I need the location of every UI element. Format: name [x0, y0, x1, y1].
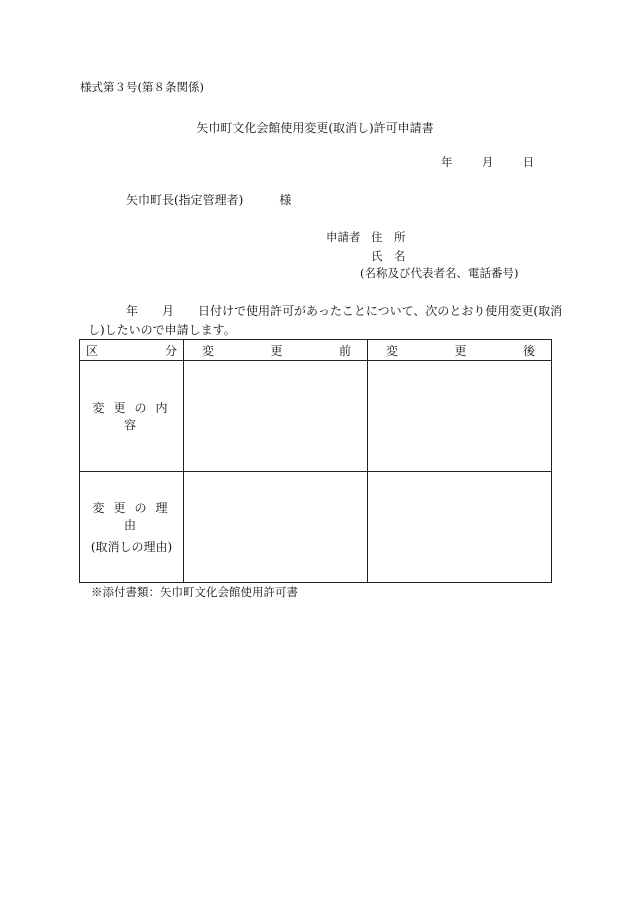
date-day: 日: [522, 155, 535, 169]
header-before-char3: 前: [338, 343, 351, 358]
addressee: [126, 194, 291, 206]
addressee-name: 矢巾町長(指定管理者): [126, 193, 244, 207]
table-row-reason: [80, 472, 552, 583]
date-month: 月: [481, 155, 494, 169]
header-category-char1: 区: [86, 343, 99, 358]
change-request-table: [79, 339, 552, 583]
header-before: [184, 340, 368, 361]
name-label: 氏 名: [371, 249, 406, 263]
table-row-content: [80, 361, 552, 472]
reason-label: 変更の理由: [92, 501, 177, 532]
header-after-char3: 後: [522, 343, 535, 358]
body-text-line2: し)したいので申請します。: [88, 323, 236, 337]
body-text-line1: 年 月 日付けで使用許可があったことについて、次のとおり使用変更(取消: [126, 304, 563, 318]
header-before-char2: 更: [270, 343, 283, 358]
header-after: [368, 340, 552, 361]
reason-label-cell: [80, 472, 184, 583]
form-number: 様式第３号(第８条関係): [80, 80, 204, 94]
content-before-cell[interactable]: [184, 361, 368, 472]
reason-before-cell[interactable]: [184, 472, 368, 583]
name-note: (名称及び代表者名、電話番号): [360, 266, 519, 280]
content-after-cell[interactable]: [368, 361, 552, 472]
header-after-char2: 更: [454, 343, 467, 358]
header-before-char1: 変: [202, 343, 215, 358]
content-label: 変更の内容: [92, 401, 177, 432]
date-year: 年: [441, 155, 453, 169]
content-label-cell: [80, 361, 184, 472]
header-after-char1: 変: [386, 343, 399, 358]
reason-sublabel: (取消しの理由): [90, 540, 173, 554]
date-line: [441, 157, 534, 169]
page-title: 矢巾町文化会館使用変更(取消し)許可申請書: [196, 121, 434, 135]
header-category: [80, 340, 184, 361]
header-category-char2: 分: [164, 343, 177, 358]
address-label: 住 所: [371, 230, 406, 244]
table-header-row: [80, 340, 552, 361]
addressee-honorific: 様: [279, 193, 292, 207]
attachment-note: ※添付書類：矢巾町文化会館使用許可書: [91, 585, 298, 599]
applicant-label: 申請者: [326, 230, 361, 244]
reason-after-cell[interactable]: [368, 472, 552, 583]
